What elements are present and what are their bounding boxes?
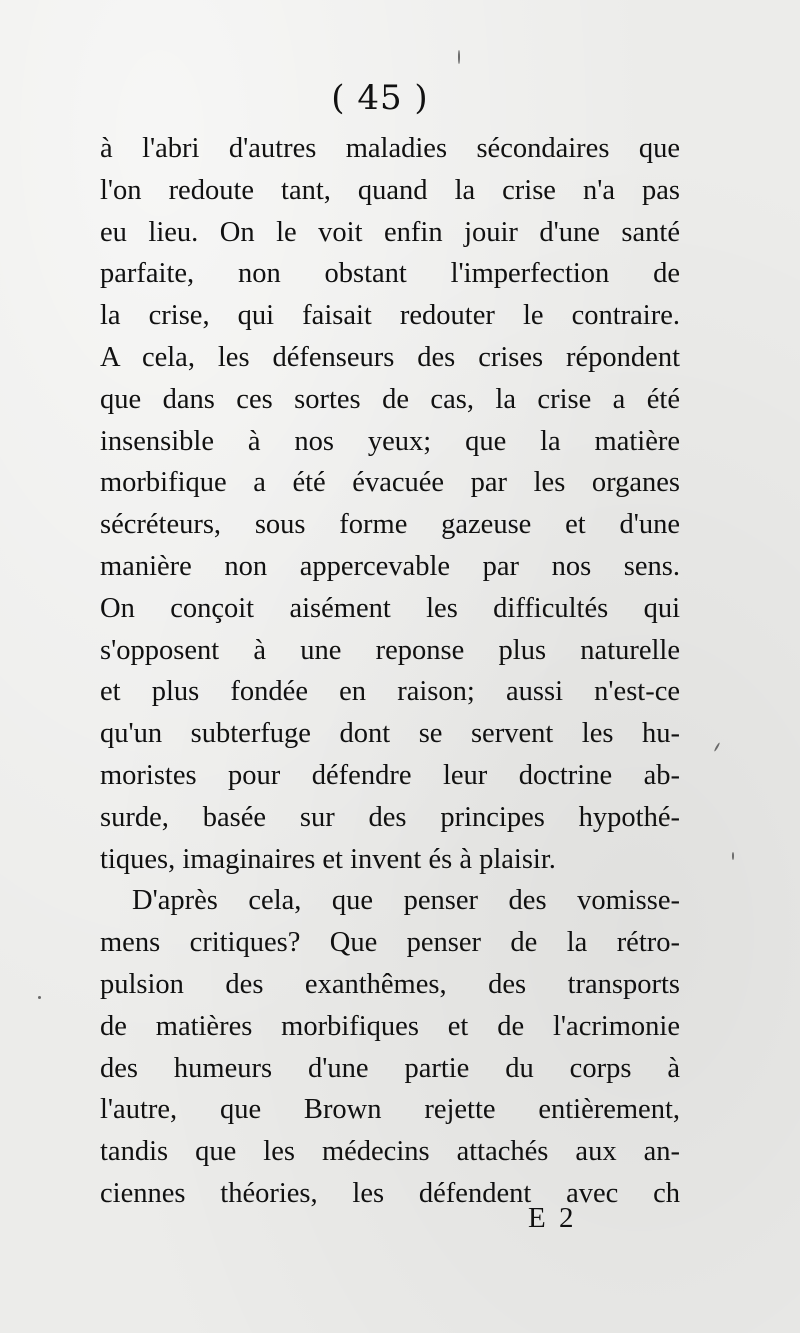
text-line: la crise, qui faisait redouter le contraire.: [100, 300, 680, 332]
text-line: mens critiques? Que penser de la rétro-: [100, 927, 680, 959]
text-line: tandis que les médecins attachés aux an-: [100, 1136, 680, 1168]
ink-speck: [38, 996, 41, 999]
text-line: D'après cela, que penser des vomisse-: [132, 885, 680, 917]
text-line: s'opposent à une reponse plus naturelle: [100, 634, 680, 666]
page-number: ( 45 ): [331, 78, 429, 118]
text-line: On conçoit aisément les difficultés qui: [100, 592, 680, 624]
text-line: parfaite, non obstant l'imperfection de: [100, 258, 680, 290]
text-line: et plus fondée en raison; aussi n'est-ce: [100, 676, 680, 708]
text-line: eu lieu. On le voit enfin jouir d'une santé: [100, 216, 680, 248]
text-line: insensible à nos yeux; que la matière: [100, 425, 680, 457]
text-line: tiques, imaginaires et invent és à plaisir.: [100, 843, 556, 875]
text-line: de matières morbifiques et de l'acrimonie: [100, 1010, 680, 1042]
text-line: qu'un subterfuge dont se servent les hu-: [100, 718, 680, 750]
text-line: des humeurs d'une partie du corps à: [100, 1052, 680, 1084]
text-line: surde, basée sur des principes hypothé-: [100, 801, 680, 833]
text-line: moristes pour défendre leur doctrine ab-: [100, 759, 680, 791]
text-line: ciennes théories, les défendent avec ch: [100, 1177, 680, 1209]
ink-speck: [458, 50, 460, 64]
text-line: l'on redoute tant, quand la crise n'a pas: [100, 174, 680, 206]
body-text: [100, 128, 680, 1215]
text-line: que dans ces sortes de cas, la crise a été: [100, 383, 680, 415]
ink-speck: [714, 742, 721, 752]
text-line: pulsion des exanthêmes, des transports: [100, 968, 680, 1000]
text-line: à l'abri d'autres maladies sécondaires que: [100, 133, 680, 164]
text-line: A cela, les défenseurs des crises répondent: [100, 341, 680, 373]
signature-mark: E 2: [528, 1202, 577, 1234]
text-line: morbifique a été évacuée par les organes: [100, 467, 680, 499]
text-line: sécréteurs, sous forme gazeuse et d'une: [100, 509, 680, 541]
text-line: manière non appercevable par nos sens.: [100, 550, 680, 582]
ink-speck: [732, 852, 734, 860]
text-line: l'autre, que Brown rejette entièrement,: [100, 1094, 680, 1126]
